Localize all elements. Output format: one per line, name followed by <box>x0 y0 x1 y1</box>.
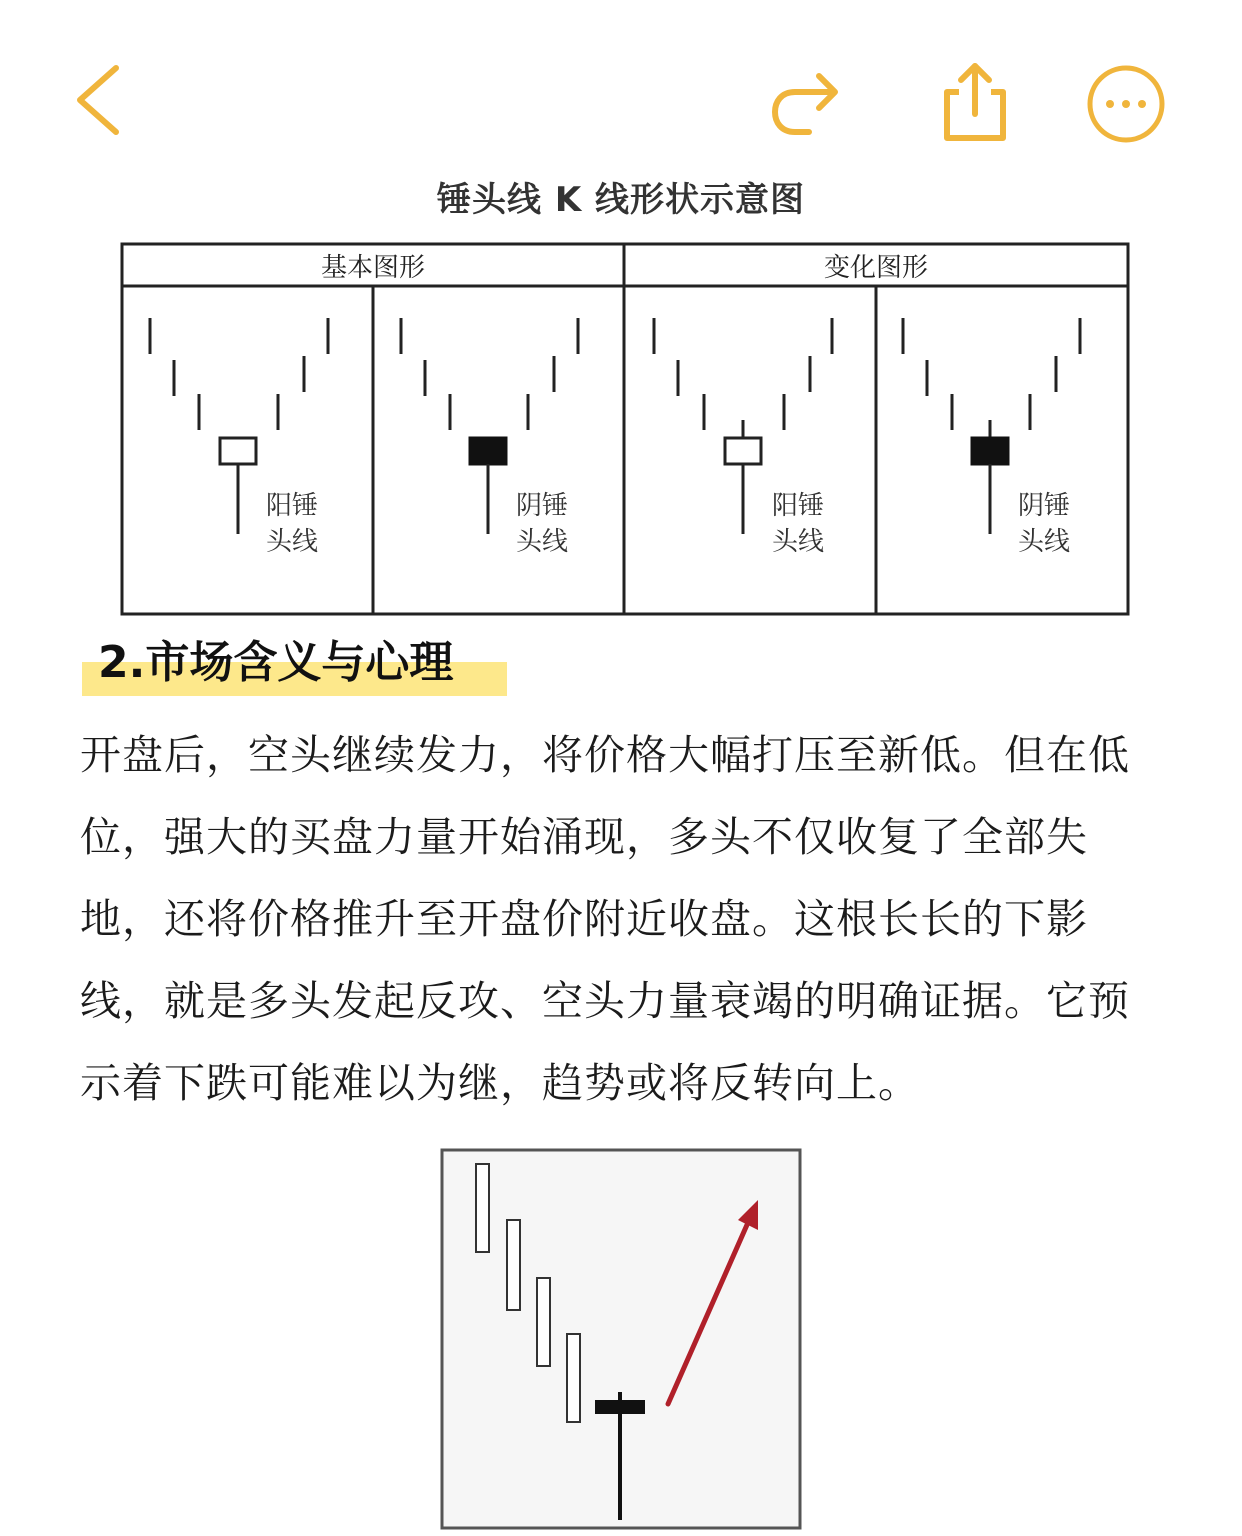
panel-label-line2: 头线 <box>772 527 825 557</box>
share-button[interactable] <box>935 58 1015 144</box>
body-paragraph: 开盘后，空头继续发力，将价格大幅打压至新低。但在低位，强大的买盘力量开始涌现，多头不仅收复了全部失地，还将价格推升至开盘价附近收盘。这根长长的下影线，就是多头发起反攻、空头力量衰竭的明确证据。它预示着下跌可能难以为继，趋势或将反转向上。 <box>80 731 1130 1107</box>
panel-label-line2: 头线 <box>1018 527 1071 557</box>
more-dots-icon <box>1080 58 1172 150</box>
candle <box>537 1278 550 1366</box>
candle <box>476 1164 489 1252</box>
reversal-illustration <box>440 1148 802 1532</box>
section-heading: 2.市场含义与心理 <box>98 637 454 688</box>
back-button[interactable] <box>70 60 130 140</box>
group-label-variant: 变化图形 <box>823 253 929 283</box>
top-toolbar <box>0 0 1242 160</box>
panel-label-line2: 头线 <box>266 527 319 557</box>
share-upload-icon <box>935 58 1015 144</box>
panel-label-line2: 头线 <box>516 527 569 557</box>
chevron-left-icon <box>70 60 130 140</box>
group-label-basic: 基本图形 <box>320 253 426 283</box>
panel-label-line1: 阴锤 <box>516 491 569 521</box>
panel-label-line1: 阴锤 <box>1018 491 1071 521</box>
candle <box>567 1334 580 1422</box>
panel-label-line1: 阳锤 <box>772 491 825 521</box>
section-heading-block <box>82 632 453 702</box>
redo-button[interactable] <box>765 62 845 142</box>
hammer-diagram <box>110 236 1140 626</box>
candle <box>507 1220 520 1310</box>
panel-label-line1: 阳锤 <box>266 491 319 521</box>
more-options-button[interactable] <box>1080 58 1172 150</box>
redo-arrow-icon <box>765 62 845 142</box>
diagram-title: 锤头线 K 线形状示意图 <box>436 180 806 220</box>
